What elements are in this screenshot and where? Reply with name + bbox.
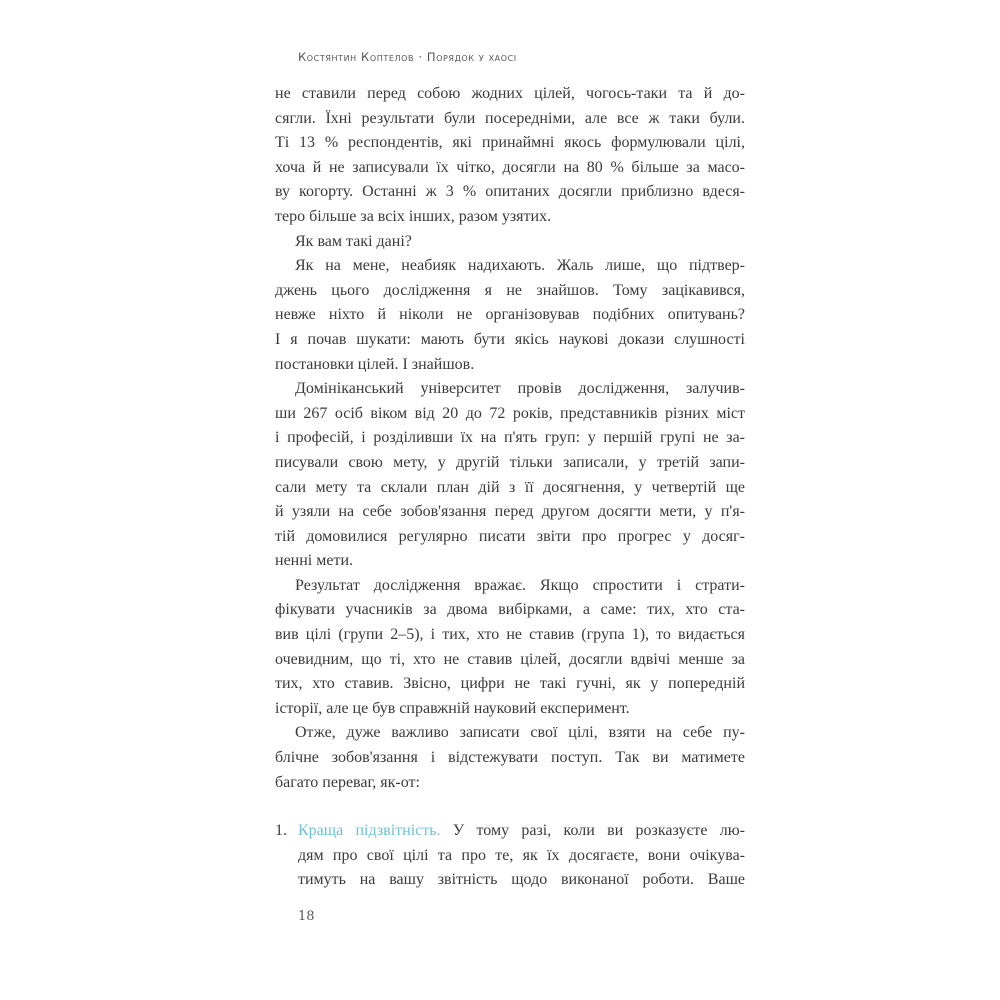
text-line [298,819,745,844]
text-line: Отже, дуже важливо записати свої цілі, взяти на себе пу- [295,724,745,742]
text-line: і професій, і розділивши їх на п'ять груп: у першій групі не за- [275,429,745,447]
text-line: Як вам такі дані? [295,232,412,250]
text-line: тимуть на вашу звітність щодо виконаної роботи. Ваше [298,871,745,889]
text-line: Ті 13 % респондентів, які принаймні якось формулювали цілі, [275,134,745,152]
text-line: тій домовилися регулярно писати звіти про прогрес у досяг- [275,527,745,545]
text-line: ненні мети. [275,552,354,570]
text-line: Домініканський університет провів дослідження, залучив- [295,380,745,398]
list-number: 1. [275,822,287,840]
paragraph [275,721,745,795]
list-body [298,819,745,893]
text-line: очевидним, що ті, хто не ставив цілей, досягли вдвічі менше за [275,650,745,668]
paragraph [275,230,745,255]
text-line: вив цілі (групи 2–5), і тих, хто не ставив (група 1), то видається [275,626,745,644]
text-line: й узяли на себе зобов'язання перед другом досягти мети, у п'я- [275,503,745,521]
paragraph [275,254,745,377]
paragraph [275,377,745,574]
text-line: теро більше за всіх інших, разом узятих. [275,207,552,225]
text-line: І я почав шукати: мають бути якісь наукові докази слушності [275,330,745,348]
list-spacer [275,795,745,819]
text-line: постановки цілей. І знайшов. [275,355,475,373]
text-line: джень цього дослідження я не знайшов. Тому зацікавився, [275,281,745,299]
text-line: тих, хто ставив. Звісно, цифри не такі гучні, як у попередній [275,675,745,693]
text-line: ши 267 осіб віком від 20 до 72 років, представників різних міст [275,404,745,422]
text-line: писували свою мету, у другій тільки записали, у третій запи- [275,453,745,471]
text-line: історії, але це був справжній науковий експеримент. [275,699,630,717]
text-line: фікувати учасників за двома вибірками, а саме: тих, хто ста- [275,601,745,619]
page-number: 18 [298,909,315,924]
text-line: Як на мене, неабияк надихають. Жаль лише, що підтвер- [295,257,745,275]
paragraph [275,574,745,722]
body-text [275,82,745,893]
text-line: Результат дослідження вражає. Якщо спростити і страти- [295,576,745,594]
running-head: Костянтин Коптелов · Порядок у хаосі [298,50,517,64]
text-line: хоча й не записували їх чітко, досягли на 80 % більше за масо- [275,158,745,176]
text-line: дям про свої цілі та про те, як їх досягаєте, вони очікува- [298,846,745,864]
text-line: сягли. Їхні результати були посередніми, але все ж таки були. [275,109,745,127]
text-line: не ставили перед собою жодних цілей, чогось-таки та й до- [275,85,745,102]
text-line: невже ніхто й ніколи не організовував подібних опитувань? [275,306,745,324]
text-line: багато переваг, як-от: [275,773,420,791]
list-text: У тому разі, коли ви розказуєте лю- [440,822,745,840]
text-line: блічне зобов'язання і відстежувати поступ. Так ви матимете [275,749,745,767]
highlighted-term: Краща підзвітність. [298,822,441,840]
list-item [275,819,745,893]
paragraph [275,82,745,230]
text-line: сали мету та склали план дій з її досягнення, у четвертій ще [275,478,745,496]
text-line: ву когорту. Останні ж 3 % опитаних досягли приблизно вдеся- [275,183,745,201]
